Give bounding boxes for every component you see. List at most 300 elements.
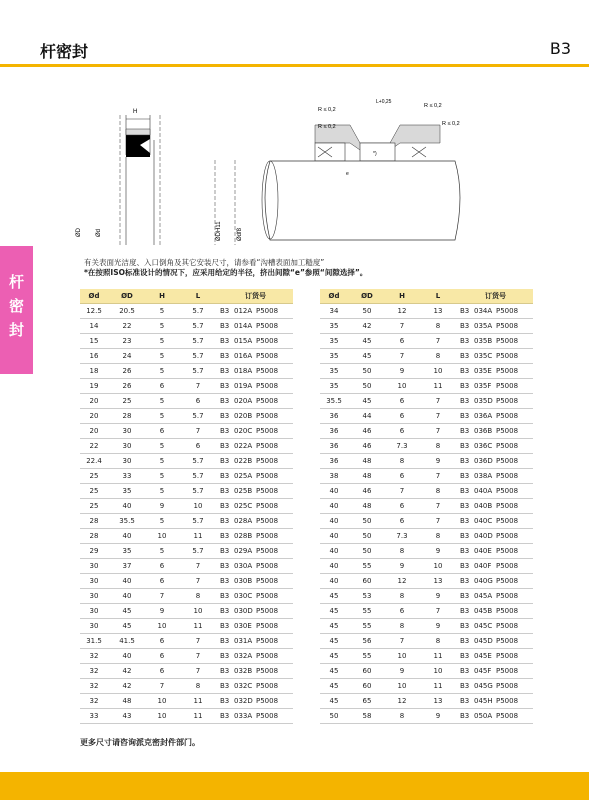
cell-height: 12 <box>386 304 418 319</box>
order-group: B3 <box>220 442 230 450</box>
cell-groove-diameter: 55 <box>348 619 386 634</box>
order-material: P5008 <box>256 382 279 390</box>
cell-length: 11 <box>178 694 218 709</box>
cell-height: 5 <box>146 469 178 484</box>
order-material: P5008 <box>256 592 279 600</box>
cell-rod-diameter: 45 <box>320 679 348 694</box>
order-code: 040D <box>474 532 493 540</box>
order-code: 032D <box>234 697 253 705</box>
table-row <box>320 484 533 499</box>
cell-rod-diameter: 30 <box>80 574 108 589</box>
table-row <box>320 334 533 349</box>
order-code: 025C <box>234 502 253 510</box>
cell-order-number <box>218 604 293 619</box>
cell-order-number <box>458 349 533 364</box>
order-group: B3 <box>460 547 470 555</box>
table-row <box>80 544 293 559</box>
order-material: P5008 <box>496 592 519 600</box>
side-tab-label: 杆密封 <box>7 274 25 346</box>
order-material: P5008 <box>496 652 519 660</box>
cell-rod-diameter: 35.5 <box>320 394 348 409</box>
order-group: B3 <box>220 427 230 435</box>
cell-order-number <box>218 544 293 559</box>
cell-rod-diameter: 40 <box>320 514 348 529</box>
order-group: B3 <box>220 622 230 630</box>
order-material: P5008 <box>496 457 519 465</box>
cell-rod-diameter: 40 <box>320 484 348 499</box>
cell-rod-diameter: 22 <box>80 439 108 454</box>
cell-groove-diameter: 48 <box>348 499 386 514</box>
col-header-rod-diameter: Ød <box>80 289 108 304</box>
cell-rod-diameter: 19 <box>80 379 108 394</box>
order-group: B3 <box>220 712 230 720</box>
cell-height: 6 <box>146 424 178 439</box>
col-header-order-number: 订货号 <box>218 289 293 304</box>
table-row <box>80 319 293 334</box>
order-code: 033A <box>234 712 253 720</box>
cell-groove-diameter: 44 <box>348 409 386 424</box>
cell-height: 8 <box>386 709 418 724</box>
order-code: 036D <box>474 457 493 465</box>
height-label: H <box>133 109 138 115</box>
cell-groove-diameter: 45 <box>348 394 386 409</box>
cell-height: 7 <box>146 679 178 694</box>
cell-order-number <box>218 529 293 544</box>
cell-height: 9 <box>386 664 418 679</box>
cell-order-number <box>218 634 293 649</box>
cell-groove-diameter: 40 <box>108 589 146 604</box>
cell-length: 5.7 <box>178 304 218 319</box>
order-code: 040F <box>474 562 492 570</box>
cell-order-number <box>458 514 533 529</box>
table-row <box>320 604 533 619</box>
cell-height: 10 <box>146 529 178 544</box>
cell-length: 5.7 <box>178 364 218 379</box>
order-material: P5008 <box>256 622 279 630</box>
cell-groove-diameter: 65 <box>348 694 386 709</box>
order-material: P5008 <box>496 562 519 570</box>
table-row <box>320 454 533 469</box>
cell-height: 10 <box>146 619 178 634</box>
cell-order-number <box>458 529 533 544</box>
cell-rod-diameter: 25 <box>80 499 108 514</box>
cell-rod-diameter: 25 <box>80 484 108 499</box>
order-group: B3 <box>460 367 470 375</box>
cell-rod-diameter: 40 <box>320 544 348 559</box>
order-material: P5008 <box>256 682 279 690</box>
cell-rod-diameter: 30 <box>80 589 108 604</box>
cell-groove-diameter: 46 <box>348 439 386 454</box>
cell-groove-diameter: 41.5 <box>108 634 146 649</box>
order-code: 015A <box>234 337 253 345</box>
header-title: 杆密封 <box>40 42 89 61</box>
order-group: B3 <box>220 547 230 555</box>
cell-rod-diameter: 40 <box>320 499 348 514</box>
cell-order-number <box>218 484 293 499</box>
order-group: B3 <box>460 562 470 570</box>
cell-length: 5.7 <box>178 409 218 424</box>
order-material: P5008 <box>496 637 519 645</box>
rod-diameter-label: Ødf8 <box>237 227 243 241</box>
cell-height: 12 <box>386 694 418 709</box>
order-code: 032C <box>234 682 253 690</box>
cell-groove-diameter: 42 <box>108 679 146 694</box>
order-material: P5008 <box>256 322 279 330</box>
cell-length: 9 <box>418 619 458 634</box>
cell-height: 5 <box>146 364 178 379</box>
table-row <box>80 589 293 604</box>
cell-height: 5 <box>146 484 178 499</box>
cell-length: 13 <box>418 574 458 589</box>
order-code: 035E <box>474 367 492 375</box>
cell-rod-diameter: 31.5 <box>80 634 108 649</box>
cell-length: 5.7 <box>178 544 218 559</box>
cell-length: 11 <box>178 619 218 634</box>
cell-groove-diameter: 55 <box>348 559 386 574</box>
cell-order-number <box>458 679 533 694</box>
radius-label-2: R ≤ 0,2 <box>318 124 336 130</box>
cell-rod-diameter: 32 <box>80 649 108 664</box>
cell-length: 10 <box>178 604 218 619</box>
cell-height: 6 <box>146 664 178 679</box>
cell-height: 7.3 <box>386 529 418 544</box>
table-header-row <box>320 289 533 304</box>
order-material: P5008 <box>256 487 279 495</box>
cell-groove-diameter: 55 <box>348 649 386 664</box>
order-material: P5008 <box>496 607 519 615</box>
cell-height: 5 <box>146 514 178 529</box>
cell-order-number <box>218 304 293 319</box>
cell-height: 6 <box>386 334 418 349</box>
cell-order-number <box>218 559 293 574</box>
cell-order-number <box>458 409 533 424</box>
cell-order-number <box>218 454 293 469</box>
order-code: 028B <box>234 532 253 540</box>
cell-rod-diameter: 45 <box>320 694 348 709</box>
cell-length: 10 <box>418 664 458 679</box>
cell-order-number <box>458 304 533 319</box>
cell-order-number <box>218 649 293 664</box>
cell-groove-diameter: 40 <box>108 649 146 664</box>
order-material: P5008 <box>256 517 279 525</box>
order-group: B3 <box>460 622 470 630</box>
order-material: P5008 <box>496 307 519 315</box>
cell-height: 10 <box>386 679 418 694</box>
order-material: P5008 <box>496 352 519 360</box>
cell-rod-diameter: 35 <box>320 349 348 364</box>
cell-groove-diameter: 45 <box>348 334 386 349</box>
table-row <box>320 514 533 529</box>
order-code: 019A <box>234 382 253 390</box>
order-group: B3 <box>460 607 470 615</box>
cell-length: 7 <box>178 664 218 679</box>
order-material: P5008 <box>496 412 519 420</box>
order-group: B3 <box>460 577 470 585</box>
order-material: P5008 <box>496 367 519 375</box>
table-row <box>80 499 293 514</box>
cell-groove-diameter: 50 <box>348 514 386 529</box>
cell-height: 5 <box>146 409 178 424</box>
cell-length: 5.7 <box>178 454 218 469</box>
cell-length: 8 <box>418 634 458 649</box>
cell-height: 10 <box>386 649 418 664</box>
order-code: 025B <box>234 487 253 495</box>
cell-rod-diameter: 45 <box>320 589 348 604</box>
order-code: 035F <box>474 382 492 390</box>
cell-height: 8 <box>386 454 418 469</box>
cell-length: 7 <box>178 559 218 574</box>
order-material: P5008 <box>496 577 519 585</box>
cell-rod-diameter: 32 <box>80 664 108 679</box>
cell-rod-diameter: 12.5 <box>80 304 108 319</box>
cell-rod-diameter: 30 <box>80 619 108 634</box>
cell-length: 8 <box>418 439 458 454</box>
cell-order-number <box>218 469 293 484</box>
cell-rod-diameter: 35 <box>320 364 348 379</box>
cell-rod-diameter: 30 <box>80 559 108 574</box>
order-material: P5008 <box>256 352 279 360</box>
order-material: P5008 <box>496 322 519 330</box>
order-code: 030B <box>234 577 253 585</box>
cell-height: 6 <box>386 499 418 514</box>
table-row <box>320 709 533 724</box>
cell-groove-diameter: 40 <box>108 529 146 544</box>
size-table-left <box>80 289 293 724</box>
cell-order-number <box>458 319 533 334</box>
cell-length: 8 <box>418 529 458 544</box>
cell-height: 6 <box>386 604 418 619</box>
cell-length: 10 <box>178 499 218 514</box>
table-row <box>80 349 293 364</box>
table-header-row <box>80 289 293 304</box>
order-group: B3 <box>220 562 230 570</box>
cell-groove-diameter: 42 <box>348 319 386 334</box>
order-material: P5008 <box>496 487 519 495</box>
order-group: B3 <box>460 487 470 495</box>
cell-groove-diameter: 50 <box>348 544 386 559</box>
order-group: B3 <box>460 337 470 345</box>
order-group: B3 <box>220 322 230 330</box>
cell-length: 5.7 <box>178 319 218 334</box>
order-material: P5008 <box>496 547 519 555</box>
order-group: B3 <box>220 307 230 315</box>
cell-rod-diameter: 29 <box>80 544 108 559</box>
table-row <box>80 394 293 409</box>
order-group: B3 <box>460 352 470 360</box>
order-code: 029A <box>234 547 253 555</box>
cell-rod-diameter: 20 <box>80 409 108 424</box>
order-code: 036B <box>474 427 493 435</box>
cell-length: 7 <box>418 514 458 529</box>
cell-groove-diameter: 48 <box>348 469 386 484</box>
order-group: B3 <box>220 652 230 660</box>
cell-groove-diameter: 33 <box>108 469 146 484</box>
table-row <box>80 379 293 394</box>
table-row <box>80 304 293 319</box>
order-material: P5008 <box>256 412 279 420</box>
cell-groove-diameter: 48 <box>348 454 386 469</box>
cell-height: 5 <box>146 454 178 469</box>
cell-groove-diameter: 28 <box>108 409 146 424</box>
cell-height: 10 <box>386 379 418 394</box>
cell-length: 7 <box>178 424 218 439</box>
cell-length: 10 <box>418 364 458 379</box>
cell-length: 7 <box>418 394 458 409</box>
cell-groove-diameter: 26 <box>108 364 146 379</box>
table-row <box>80 604 293 619</box>
cell-length: 7 <box>178 379 218 394</box>
table-row <box>80 529 293 544</box>
cell-groove-diameter: 50 <box>348 379 386 394</box>
footer-band <box>0 772 589 800</box>
cell-length: 7 <box>418 604 458 619</box>
order-material: P5008 <box>496 682 519 690</box>
cell-rod-diameter: 45 <box>320 604 348 619</box>
order-group: B3 <box>460 472 470 480</box>
order-group: B3 <box>220 592 230 600</box>
cell-rod-diameter: 34 <box>320 304 348 319</box>
cell-height: 8 <box>386 619 418 634</box>
cell-height: 10 <box>146 709 178 724</box>
order-group: B3 <box>220 397 230 405</box>
cell-length: 11 <box>418 379 458 394</box>
cell-length: 11 <box>178 529 218 544</box>
cell-length: 5.7 <box>178 349 218 364</box>
cell-rod-diameter: 45 <box>320 619 348 634</box>
cell-rod-diameter: 32 <box>80 694 108 709</box>
cell-order-number <box>458 574 533 589</box>
table-row <box>320 634 533 649</box>
cell-rod-diameter: 35 <box>320 319 348 334</box>
cell-order-number <box>458 439 533 454</box>
cell-order-number <box>458 364 533 379</box>
cell-rod-diameter: 16 <box>80 349 108 364</box>
cell-length: 7 <box>418 499 458 514</box>
order-group: B3 <box>220 607 230 615</box>
order-group: B3 <box>220 577 230 585</box>
table-row <box>320 394 533 409</box>
order-group: B3 <box>460 697 470 705</box>
cell-groove-diameter: 42 <box>108 664 146 679</box>
cell-order-number <box>458 664 533 679</box>
cell-height: 5 <box>146 334 178 349</box>
cell-order-number <box>218 379 293 394</box>
installation-drawing <box>215 99 460 245</box>
cell-order-number <box>458 589 533 604</box>
table-row <box>80 664 293 679</box>
order-material: P5008 <box>496 622 519 630</box>
table-row <box>320 379 533 394</box>
cell-height: 9 <box>386 559 418 574</box>
cell-height: 9 <box>146 499 178 514</box>
table-row <box>80 619 293 634</box>
cell-groove-diameter: 40 <box>108 574 146 589</box>
order-material: P5008 <box>256 442 279 450</box>
table-row <box>320 589 533 604</box>
cell-groove-diameter: 53 <box>348 589 386 604</box>
order-code: 045E <box>474 652 492 660</box>
order-material: P5008 <box>256 397 279 405</box>
cell-rod-diameter: 36 <box>320 439 348 454</box>
table-row <box>320 499 533 514</box>
order-code: 035A <box>474 322 493 330</box>
col-header-groove-diameter: ØD <box>108 289 146 304</box>
inner-diameter-label: Ød <box>96 228 102 237</box>
cell-length: 6 <box>178 394 218 409</box>
order-material: P5008 <box>256 712 279 720</box>
table-row <box>80 679 293 694</box>
cell-rod-diameter: 15 <box>80 334 108 349</box>
cell-height: 9 <box>146 604 178 619</box>
order-group: B3 <box>460 322 470 330</box>
cell-length: 7 <box>178 634 218 649</box>
order-code: 045A <box>474 592 493 600</box>
order-group: B3 <box>460 427 470 435</box>
cell-length: 9 <box>418 454 458 469</box>
radius-label-4: R ≤ 0,2 <box>442 121 460 127</box>
cell-order-number <box>218 364 293 379</box>
table-row <box>80 454 293 469</box>
footer-note: 更多尺寸请咨询派克密封件部门。 <box>80 738 200 747</box>
table-row <box>320 409 533 424</box>
size-table-right <box>320 289 533 724</box>
order-code: 020A <box>234 397 253 405</box>
cell-groove-diameter: 46 <box>348 424 386 439</box>
order-code: 012A <box>234 307 253 315</box>
cell-height: 6 <box>386 514 418 529</box>
cell-groove-diameter: 48 <box>108 694 146 709</box>
table-row <box>80 409 293 424</box>
col-header-groove-diameter: ØD <box>348 289 386 304</box>
order-group: B3 <box>460 307 470 315</box>
cell-rod-diameter: 22.4 <box>80 454 108 469</box>
order-code: 018A <box>234 367 253 375</box>
cell-groove-diameter: 56 <box>348 634 386 649</box>
cell-rod-diameter: 36 <box>320 454 348 469</box>
order-group: B3 <box>460 652 470 660</box>
groove-diameter-label: ØDH11 <box>216 221 222 241</box>
order-material: P5008 <box>256 577 279 585</box>
cell-order-number <box>218 694 293 709</box>
cell-order-number <box>218 409 293 424</box>
table-row <box>320 664 533 679</box>
order-group: B3 <box>220 637 230 645</box>
cell-groove-diameter: 46 <box>348 484 386 499</box>
surface-finish-note: 有关表面光洁度、入口倒角及其它安装尺寸，请参看“沟槽表面加工糙度” <box>84 258 325 267</box>
order-group: B3 <box>460 532 470 540</box>
order-group: B3 <box>220 367 230 375</box>
order-group: B3 <box>220 517 230 525</box>
order-material: P5008 <box>256 367 279 375</box>
col-header-length: L <box>418 289 458 304</box>
order-material: P5008 <box>496 697 519 705</box>
cell-order-number <box>458 424 533 439</box>
cell-groove-diameter: 37 <box>108 559 146 574</box>
table-row <box>320 469 533 484</box>
cell-rod-diameter: 28 <box>80 514 108 529</box>
order-code: 028A <box>234 517 253 525</box>
cell-order-number <box>218 499 293 514</box>
cell-groove-diameter: 45 <box>108 604 146 619</box>
cell-order-number <box>458 469 533 484</box>
order-group: B3 <box>220 487 230 495</box>
order-material: P5008 <box>256 637 279 645</box>
cell-height: 12 <box>386 574 418 589</box>
cell-groove-diameter: 23 <box>108 334 146 349</box>
table-row <box>320 319 533 334</box>
cell-height: 7 <box>146 589 178 604</box>
cell-rod-diameter: 14 <box>80 319 108 334</box>
